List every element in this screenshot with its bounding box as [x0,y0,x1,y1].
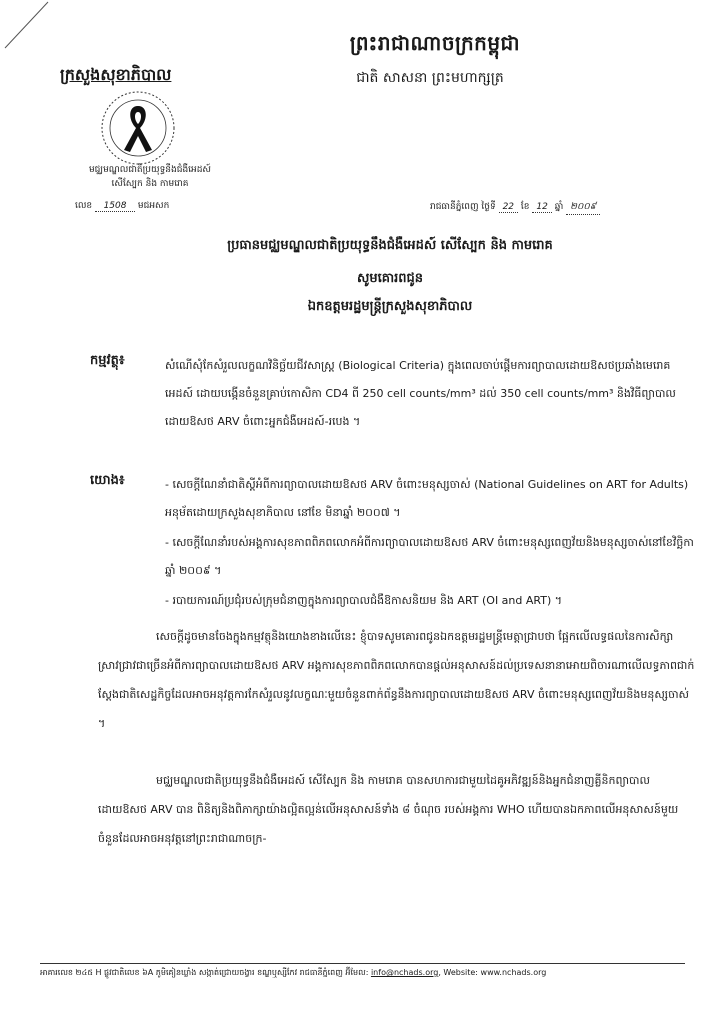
ref-label: លេខ [75,201,93,211]
footer-website-link[interactable]: www.nchads.org [480,968,547,977]
salutation: សូមគោរពជូន [356,271,423,286]
center-seal-logo [98,88,178,168]
subject-label: កម្មវត្ថុ៖ [90,353,125,368]
footer-contact [40,967,690,979]
date-month: 12 [532,202,551,213]
ref-number: 1508 [95,201,135,212]
date-year: ២០០៩ [566,201,600,215]
center-name-line2: សើស្បែក និង កាមរោគ [111,179,189,189]
date-prefix: រាជធានីភ្នំពេញ ថ្ងៃទី [430,202,496,212]
kingdom-heading: ព្រះរាជាណាចក្រកម្ពុជា [349,31,521,55]
staple-mark [0,0,60,50]
footer-divider [40,963,685,964]
ref-suffix: មជអសក [137,201,170,211]
ministry-name: ក្រសួងសុខាភិបាល [60,65,172,84]
reference-item: - សេចក្តីណែនាំរបស់អង្គការសុខភាពពិភពលោកអំពីការព្យាបាលដោយឱសថ ARV ចំពោះមនុស្សពេញវ័យនិងមនុស្សចាស់នៅខែវិច្ឆិកា ឆ្នាំ ២០០៩ ។ [165,536,694,577]
references-label: យោង៖ [90,473,125,488]
center-name [40,163,260,191]
subject-text: សំណើសុំកែសំរួលលក្ខណវិនិច្ឆ័យជីវសាស្ត្រ (Biological Criteria) ក្នុងពេលចាប់ផ្តើមការព្យាបាលដោយឱសថប្រឆាំងមេរោគអេដស៍ ដោយបង្កើនចំនួនគ្រាប់កោសិកា CD4 ពី 250 cell counts/mm³ ដល់ 350 cell counts/mm³ និងវិធីព្យាបាលដោយឱសថ ARV ចំពោះអ្នកជំងឺអេដស៍-របេង ។ [165,359,676,428]
body-paragraph-2: មជ្ឈមណ្ឌលជាតិប្រយុទ្ធនឹងជំងឺអេដស៍ សើស្បែក និង កាមរោគ បានសហការជាមួយដៃគូអភិវឌ្ឍន៍និងអ្នកជំនាញគ្លីនិកព្យាបាលដោយឱសថ ARV បាន ពិនិត្យនិងពិភាក្សាយ៉ាងល្អិតល្អន់លើអនុសាសន៍ទាំង ៨ ចំណុច របស់អង្គការ WHO ហើយបានឯកភាពលើអនុសាសន៍មួយចំនួនដែលអាចអនុវត្តនៅព្រះរាជាណាចក្រ- [98,774,679,845]
date-year-label: ឆ្នាំ [554,202,564,212]
reference-number [75,200,255,213]
date-day: 22 [499,202,518,213]
reference-item: - របាយការណ៍ប្រជុំរបស់ក្រុមជំនាញក្នុងការព្យាបាលជំងឺឱកាសនិយម និង ART (OI and ART) ។ [165,594,563,607]
letter-date [430,201,700,215]
reference-item: - សេចក្តីណែនាំជាតិស្តីអំពីការព្យាបាលដោយឱសថ ARV ចំពោះមនុស្សចាស់ (National Guidelines on ART for Adults) អនុម័តដោយក្រសួងសុខាភិបាល នៅខែ មិនាឆ្នាំ ២០០៧ ។ [165,478,689,519]
body-paragraph-1: សេចក្តីដូចមានចែងក្នុងកម្មវត្ថុនិងយោងខាងលើនេះ ខ្ញុំបាទសូមគោរពជូនឯកឧត្តមរដ្ឋមន្ត្រីមេត្តាជ្រាបថា ផ្អែកលើលទ្ធផលនៃការសិក្សាស្រាវជ្រាវជាច្រើនអំពីការព្យាបាលដោយឱសថ ARV អង្គការសុខភាពពិភពលោកបានផ្តល់អនុសាសន៍ដល់ប្រទេសនានាអោយពិចារណាលើលទ្ធភាពជាក់ស្តែងជាតិសេដ្ឋកិច្ចដែលអាចអនុវត្តការកែសំរួលនូវលក្ខណៈមួយចំនួនពាក់ព័ន្ធនឹងការព្យាបាលដោយឱសថ ARV ចំពោះមនុស្សពេញវ័យនិងមនុស្សចាស់ ។ [98,630,695,730]
footer-address: អាគារលេខ ២៤៥ H ផ្លូវជាតិលេខ ៦A ភូមិគៀនឃ្លាំង សង្កាត់ជ្រោយចង្វារ ខណ្ឌឬស្សីកែវ រាជធានីភ្នំពេញ អ៊ីមែល: [40,968,369,977]
center-name-line1: មជ្ឈមណ្ឌលជាតិប្រយុទ្ធនឹងជំងឺអេដស៍ [88,165,212,175]
footer-website-label: , Website: [438,968,478,977]
date-month-label: ខែ [520,202,530,212]
references-list [165,471,695,617]
recipient-heading: ឯកឧត្តមរដ្ឋមន្ត្រីក្រសួងសុខាភិបាល [307,299,473,314]
sender-heading: ប្រធានមជ្ឈមណ្ឌលជាតិប្រយុទ្ធនឹងជំងឺអេដស៍ សើស្បែក និង កាមរោគ [227,238,553,253]
footer-email-link[interactable]: info@nchads.org [370,968,439,977]
national-motto: ជាតិ សាសនា ព្រះមហាក្សត្រ [356,70,504,86]
